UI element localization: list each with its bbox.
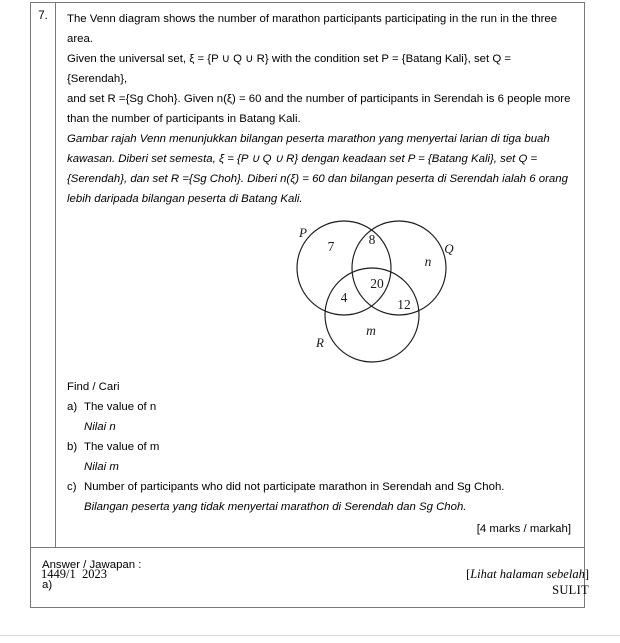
question-number: 7.: [38, 10, 48, 22]
malay-statement-line-3: {Serendah}, dan set R ={Sg Choh}. Diberi n(ξ) = 60 dan bilangan peserta di Serendah ialah 6 orang: [67, 173, 568, 185]
marks-text: [4 marks / markah]: [476, 523, 571, 535]
venn-value-q-only: n: [424, 254, 432, 270]
english-statement-line-1: The Venn diagram shows the number of marathon participants participating in the run in the three area.: [67, 13, 558, 45]
venn-value-p-only: 7: [327, 239, 335, 255]
question-table: [30, 2, 585, 608]
answer-label: Answer / Jawapan :: [42, 559, 142, 571]
paper-code: 1449/1 2023: [41, 567, 107, 581]
see-next-prefix: [: [466, 567, 471, 581]
venn-label-q: Q: [444, 240, 454, 256]
question-part-b: [67, 437, 573, 477]
confidential-status: SULIT: [552, 583, 589, 597]
venn-diagram-container: [67, 215, 573, 375]
question-part-a-marker: a): [67, 401, 78, 413]
venn-value-all-three: 20: [370, 276, 384, 292]
malay-statement-line-2: kawasan. Diberi set semesta, ξ = {P ∪ Q ∪ R} dengan keadaan set P = {Batang Kali}, set Q =: [67, 153, 538, 165]
question-part-b-english: The value of m: [84, 441, 160, 453]
question-part-c-marker: c): [67, 481, 77, 493]
malay-statement-line-4: lebih daripada bilangan peserta di Batang Kali.: [67, 193, 303, 205]
see-next-page-note: [466, 567, 589, 582]
question-part-c-english: Number of participants who did not participate marathon in Serendah and Sg Choh.: [84, 481, 505, 493]
answer-part-a-marker: a): [42, 579, 53, 591]
english-statement-line-2: Given the universal set, ξ = {P ∪ Q ∪ R} with the condition set P = {Batang Kali}, set Q = {Serendah},: [67, 53, 512, 85]
malay-statement-line-1: Gambar rajah Venn menunjukkan bilangan peserta marathon yang menyertai larian di tiga buah: [67, 133, 550, 145]
venn-label-r: R: [316, 334, 324, 350]
see-next-suffix: ]: [584, 567, 589, 581]
bottom-divider: [0, 635, 620, 636]
question-parts-list: [67, 397, 573, 517]
malay-statement: [67, 129, 573, 209]
venn-value-p-and-r-only: 4: [340, 290, 348, 306]
question-number-cell: [31, 3, 56, 548]
page-footer: [0, 567, 620, 613]
question-part-c: [67, 477, 573, 517]
question-part-a-english: The value of n: [84, 401, 157, 413]
question-part-c-malay: Bilangan peserta yang tidak menyertai marathon di Serendah dan Sg Choh.: [84, 501, 467, 513]
question-row: [31, 3, 585, 548]
venn-label-p: P: [299, 224, 307, 240]
english-statement-line-4: than the number of participants in Batang Kali.: [67, 113, 301, 125]
question-body-cell: [56, 3, 585, 548]
marks-allocation: [67, 519, 573, 539]
venn-diagram: [282, 215, 472, 373]
venn-value-r-only: m: [366, 323, 376, 339]
question-part-a-malay: Nilai n: [84, 421, 116, 433]
english-statement: [67, 9, 573, 129]
question-part-b-marker: b): [67, 441, 78, 453]
find-label: Find / Cari: [67, 381, 120, 393]
footer-right-block: [466, 567, 589, 598]
see-next-italic: Lihat halaman sebelah: [470, 567, 585, 581]
question-part-a: [67, 397, 573, 437]
venn-value-p-and-q-only: 8: [368, 232, 376, 248]
english-statement-line-3: and set R ={Sg Choh}. Given n(ξ) = 60 and the number of participants in Serendah is 6 people more: [67, 93, 571, 105]
venn-value-q-and-r-only: 12: [397, 297, 411, 313]
question-part-b-malay: Nilai m: [84, 461, 119, 473]
